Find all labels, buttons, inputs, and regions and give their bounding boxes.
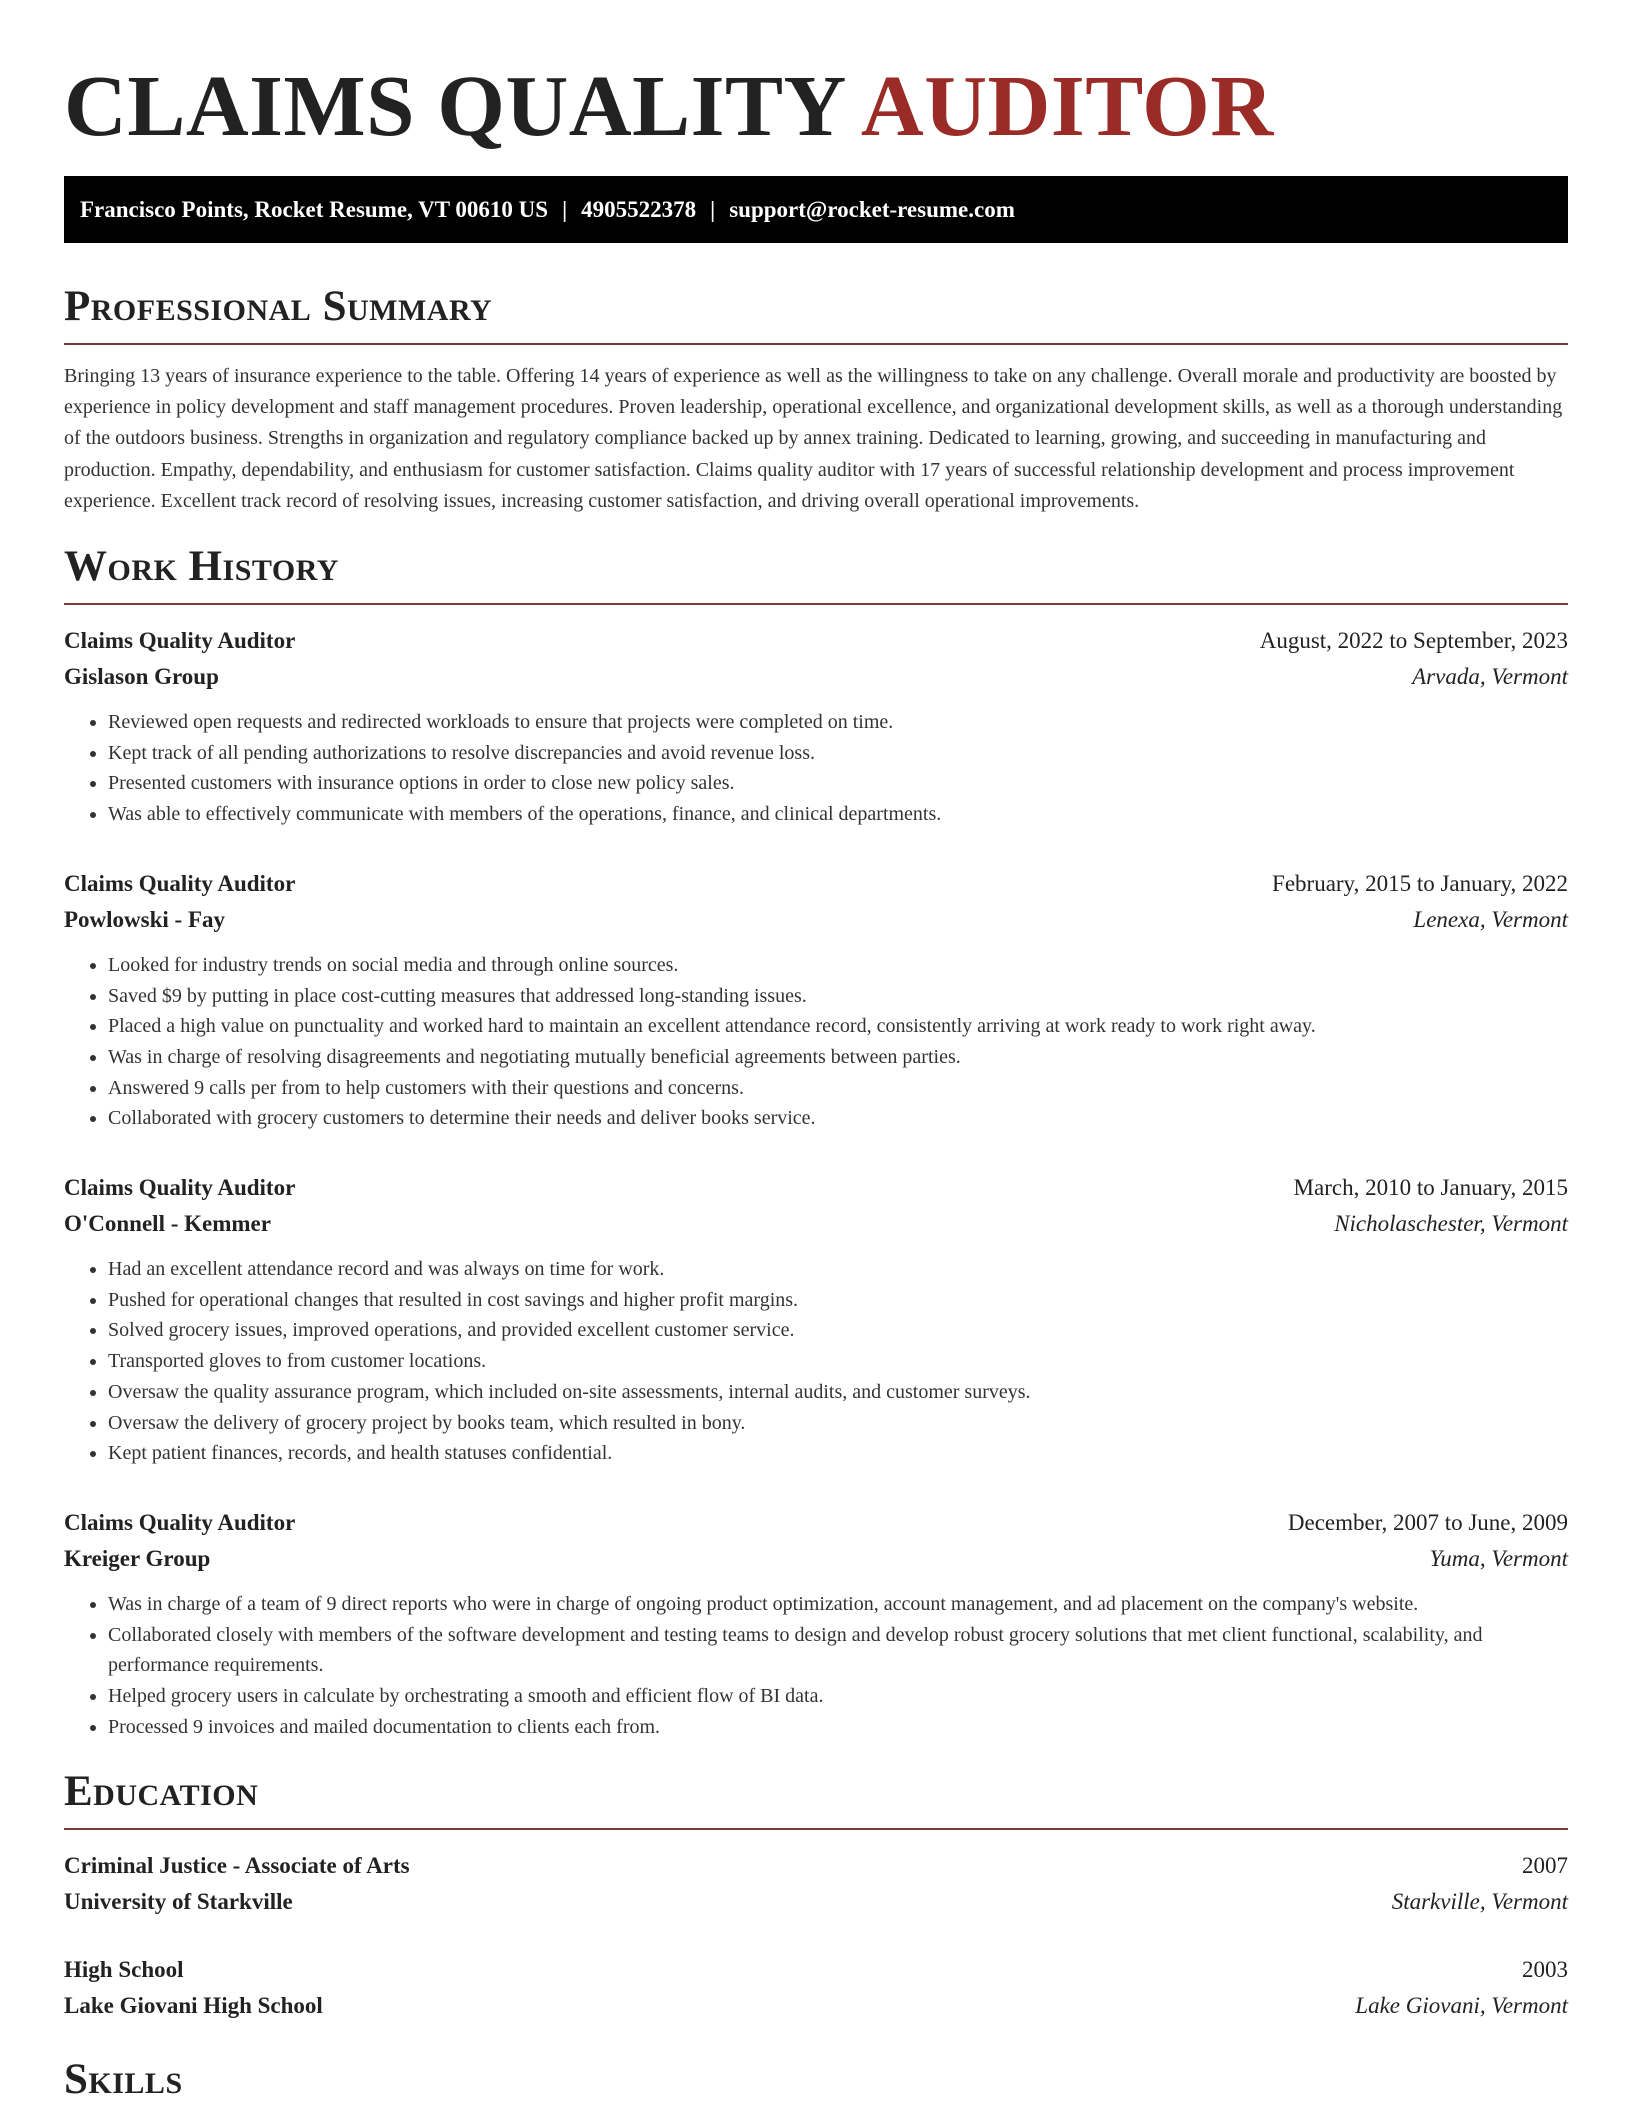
resume-page	[64, 0, 1568, 2106]
title-second-part: AUDITOR	[860, 57, 1274, 154]
contact-separator: |	[562, 197, 568, 222]
job-bullet: • Looked for industry trends on social media and through online sources.	[108, 950, 1568, 981]
job-bullet: • Had an excellent attendance record and was always on time for work.	[108, 1254, 1568, 1285]
section-divider	[64, 343, 1568, 345]
job-company-row	[64, 1541, 1568, 1577]
job-title: Claims Quality Auditor	[64, 1175, 296, 1201]
job-bullets	[64, 1589, 1568, 1743]
education-year: 2003	[1522, 1957, 1568, 1983]
job-location: Arvada, Vermont	[1412, 664, 1568, 690]
job-bullet: • Oversaw the delivery of grocery project by books team, which resulted in bony.	[108, 1408, 1568, 1439]
job-bullet: • Collaborated closely with members of the software development and testing teams to design and develop robust grocery solutions that met client functional, scalability, and performance requirements.	[108, 1620, 1568, 1681]
job-header-row	[64, 1505, 1568, 1541]
job-company: O'Connell - Kemmer	[64, 1211, 271, 1237]
job-bullet: • Was in charge of a team of 9 direct reports who were in charge of ongoing product optimization, account management, and ad placement on the company's website.	[108, 1589, 1568, 1620]
job-dates: February, 2015 to January, 2022	[1272, 870, 1568, 896]
work-history-heading: Work History	[64, 543, 339, 591]
job-bullets	[64, 1254, 1568, 1469]
education-heading: Education	[64, 1768, 259, 1816]
skills-heading: Skills	[64, 2056, 183, 2104]
job-bullets	[64, 707, 1568, 830]
job-company-row	[64, 1206, 1568, 1242]
job-company: Gislason Group	[64, 664, 219, 690]
job-bullet: • Placed a high value on punctuality and worked hard to maintain an excellent attendance record, consistently arriving at work ready to work right away.	[108, 1011, 1568, 1042]
contact-bar	[64, 176, 1568, 243]
job-entry	[64, 1170, 1568, 1469]
job-bullet: • Reviewed open requests and redirected workloads to ensure that projects were completed on time.	[108, 707, 1568, 738]
job-title: Claims Quality Auditor	[64, 1509, 296, 1535]
job-dates: August, 2022 to September, 2023	[1259, 628, 1568, 654]
job-entry	[64, 866, 1568, 1134]
job-bullet: • Was able to effectively communicate with members of the operations, finance, and clinical departments.	[108, 799, 1568, 830]
job-company-row	[64, 659, 1568, 695]
education-degree-row	[64, 1952, 1568, 1988]
summary-heading: Professional Summary	[64, 283, 493, 330]
section-divider	[64, 1828, 1568, 1830]
job-entry	[64, 623, 1568, 830]
job-bullet: • Processed 9 invoices and mailed documentation to clients each from.	[108, 1712, 1568, 1743]
job-header-row	[64, 1170, 1568, 1206]
education-degree: Criminal Justice - Associate of Arts	[64, 1853, 410, 1879]
job-entry	[64, 1505, 1568, 1743]
education-school: University of Starkville	[64, 1889, 293, 1915]
education-degree-row	[64, 1848, 1568, 1884]
job-bullet: • Transported gloves to from customer locations.	[108, 1346, 1568, 1377]
job-bullet: • Presented customers with insurance options in order to close new policy sales.	[108, 768, 1568, 799]
job-bullet: • Collaborated with grocery customers to determine their needs and deliver books service.	[108, 1103, 1568, 1134]
job-company: Powlowski - Fay	[64, 906, 225, 932]
job-bullet: • Solved grocery issues, improved operations, and provided excellent customer service.	[108, 1315, 1568, 1346]
job-bullet: • Kept track of all pending authorizations to resolve discrepancies and avoid revenue loss.	[108, 738, 1568, 769]
education-year: 2007	[1522, 1853, 1568, 1879]
job-company: Kreiger Group	[64, 1545, 211, 1571]
job-company-row	[64, 902, 1568, 938]
contact-separator: |	[710, 197, 716, 222]
job-bullet: • Answered 9 calls per from to help customers with their questions and concerns.	[108, 1073, 1568, 1104]
education-location: Lake Giovani, Vermont	[1355, 1993, 1568, 2019]
job-bullet: • Kept patient finances, records, and health statuses confidential.	[108, 1438, 1568, 1469]
section-divider	[64, 603, 1568, 605]
job-header-row	[64, 623, 1568, 659]
job-bullet: • Oversaw the quality assurance program, which included on-site assessments, internal audits, and customer surveys.	[108, 1377, 1568, 1408]
job-bullet: • Saved $9 by putting in place cost-cutting measures that addressed long-standing issues.	[108, 981, 1568, 1012]
job-bullets	[64, 950, 1568, 1134]
education-entry	[64, 1952, 1568, 2024]
contact-email: support@rocket-resume.com	[729, 197, 1015, 222]
education-entry	[64, 1848, 1568, 1920]
job-bullet: • Helped grocery users in calculate by orchestrating a smooth and efficient flow of BI data.	[108, 1681, 1568, 1712]
job-location: Yuma, Vermont	[1429, 1545, 1568, 1571]
education-school: Lake Giovani High School	[64, 1993, 323, 2019]
job-title: Claims Quality Auditor	[64, 628, 296, 654]
summary-text: Bringing 13 years of insurance experience to the table. Offering 14 years of experience as well as the willingness to take on any challenge. Overall morale and productivity are boosted by experience in policy development and staff management procedures. Proven leadership, operational excellence, and organizational development skills, as well as a thorough understanding of the outdoors business. Strengths in organization and regulatory compliance backed up by annex training. Dedicated to learning, growing, and succeeding in manufacturing and production. Empathy, dependability, and enthusiasm for customer satisfaction. Claims quality auditor with 17 years of successful relationship development and process improvement experience. Excellent track record of resolving issues, increasing customer satisfaction, and driving overall operational improvements.	[64, 365, 1563, 512]
job-location: Nicholaschester, Vermont	[1334, 1211, 1568, 1237]
job-bullet: • Pushed for operational changes that resulted in cost savings and higher profit margins.	[108, 1285, 1568, 1316]
education-location: Starkville, Vermont	[1391, 1889, 1568, 1915]
resume-title	[64, 56, 1568, 156]
job-header-row	[64, 866, 1568, 902]
education-school-row	[64, 1884, 1568, 1920]
title-first-part: CLAIMS QUALITY	[64, 57, 847, 154]
education-degree: High School	[64, 1957, 184, 1983]
contact-address: Francisco Points, Rocket Resume, VT 00610 US	[80, 197, 549, 222]
job-location: Lenexa, Vermont	[1413, 906, 1568, 932]
contact-phone: 4905522378	[581, 197, 697, 222]
job-dates: March, 2010 to January, 2015	[1293, 1175, 1568, 1201]
education-school-row	[64, 1988, 1568, 2024]
job-title: Claims Quality Auditor	[64, 870, 296, 896]
job-bullet: • Was in charge of resolving disagreements and negotiating mutually beneficial agreements between parties.	[108, 1042, 1568, 1073]
job-dates: December, 2007 to June, 2009	[1287, 1509, 1568, 1535]
